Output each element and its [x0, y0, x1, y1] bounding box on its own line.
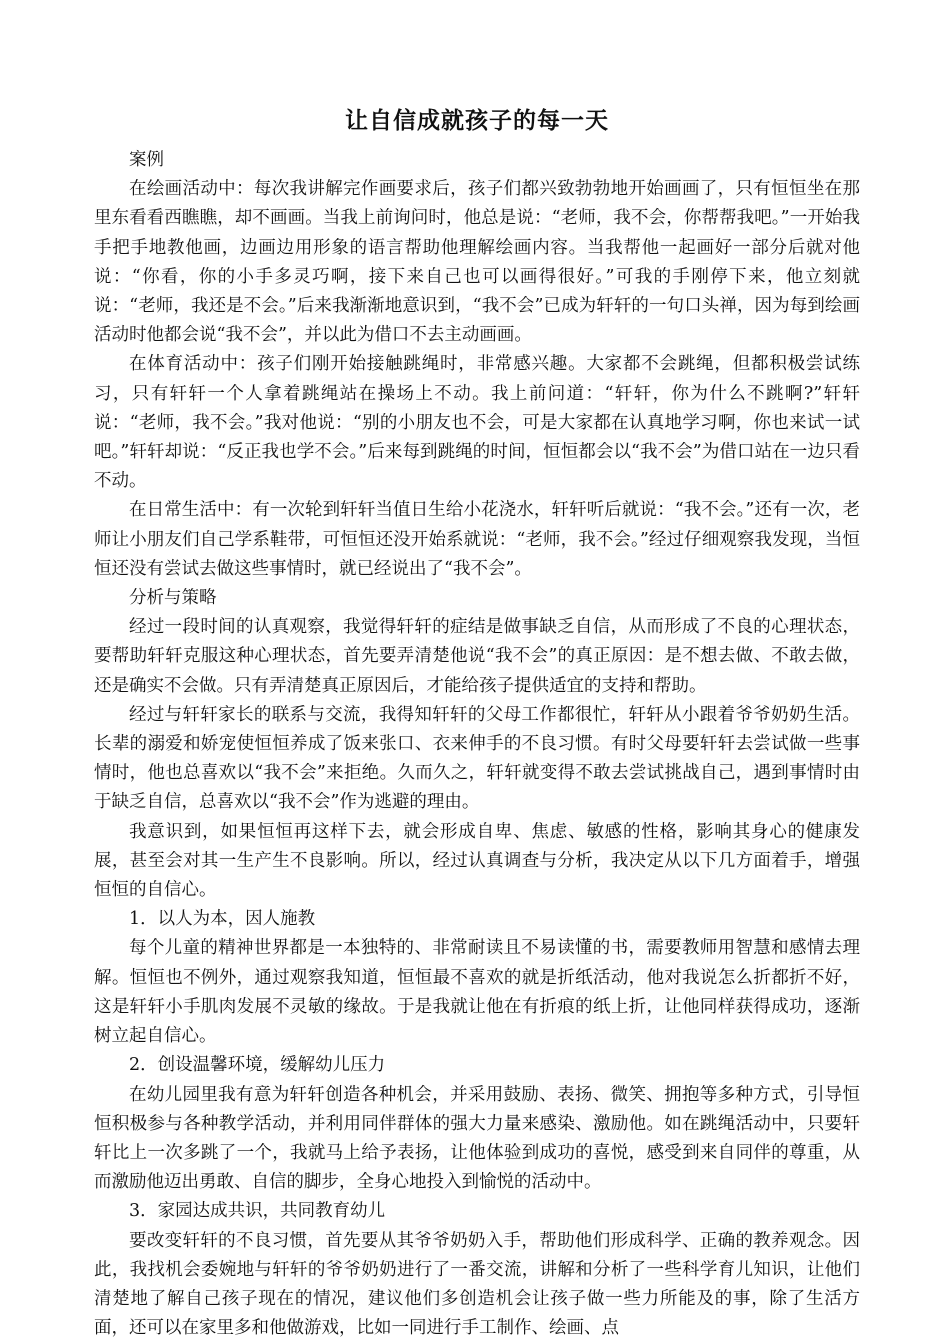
- paragraph-daily-life: 在日常生活中：有一次轮到轩轩当值日生给小花浇水，轩轩听后就说：“我不会。”还有一次，老师让小朋友们自己学系鞋带，可恒恒还没开始系就说：“老师，我不会。”经过仔细观察我发现，当恒恒还没有尝试去做这些事情时，就已经说出了“我不会”。: [94, 500, 860, 579]
- paragraph-strategy-1: 每个儿童的精神世界都是一本独特的、非常耐读且不易读懂的书，需要教师用智慧和感情去理解。恒恒也不例外，通过观察我知道，恒恒最不喜欢的就是折纸活动，他对我说怎么折都折不好，这是轩轩小手肌肉发展不灵敏的缘故。于是我就让他在有折痕的纸上折，让他同样获得成功，逐渐树立起自信心。: [94, 938, 860, 1047]
- strategy-heading-2: 2．创设温馨环境，缓解幼儿压力: [129, 1055, 386, 1076]
- paragraph-realization: 我意识到，如果恒恒再这样下去，就会形成自卑、焦虑、敏感的性格，影响其身心的健康发展，甚至会对其一生产生不良影响。所以，经过认真调查与分析，我决定从以下几方面着手，增强恒恒的自信心。: [94, 821, 860, 901]
- paragraph-observation: 经过一段时间的认真观察，我觉得轩轩的症结是做事缺乏自信，从而形成了不良的心理状态，要帮助轩轩克服这种心理状态，首先要弄清楚他说“我不会”的真正原因：是不想去做、不敢去做，还是确实不会做。只有弄清楚真正原因后，才能给孩子提供适宜的支持和帮助。: [94, 617, 860, 696]
- strategy-heading-1: 1．以人为本，因人施教: [129, 909, 316, 930]
- strategy-heading-3: 3．家园达成共识，共同教育幼儿: [129, 1201, 386, 1222]
- paragraph-sports-activity: 在体育活动中：孩子们刚开始接触跳绳时，非常感兴趣。大家都不会跳绳，但都积极尝试练习，只有轩轩一个人拿着跳绳站在操场上不动。我上前问道：“轩轩，你为什么不跳啊?”轩轩说：“老师，我不会。”我对他说：“别的小朋友也不会，可是大家都在认真地学习啊，你也来试一试吧。”轩轩却说：“反正我也学不会。”后来每到跳绳的时间，恒恒都会以“我不会”为借口站在一边只看不动。: [94, 354, 860, 492]
- paragraph-strategy-3: 要改变轩轩的不良习惯，首先要从其爷爷奶奶入手，帮助他们形成科学、正确的教养观念。因此，我找机会委婉地与轩轩的爷爷奶奶进行了一番交流，讲解和分析了一些科学育儿知识，让他们清楚地了解自己孩子现在的情况，建议他们多创造机会让孩子做一些力所能及的事，除了生活方面，还可以在家里多和他做游戏，比如一同进行手工制作、绘画、点: [94, 1230, 860, 1339]
- document-page: [94, 106, 860, 1343]
- paragraph-drawing-activity: 在绘画活动中：每次我讲解完作画要求后，孩子们都兴致勃勃地开始画画了，只有恒恒坐在那里东看看西瞧瞧，却不画画。当我上前询问时，他总是说：“老师，我不会，你帮帮我吧。”一开始我手把手地教他画，边画边用形象的语言帮助他理解绘画内容。当我帮他一起画好一部分后就对他说：“你看，你的小手多灵巧啊，接下来自己也可以画得很好。”可我的手刚停下来，他立刻就说：“老师，我还是不会。”后来我渐渐地意识到，“我不会”已成为轩轩的一句口头禅，因为每到绘画活动时他都会说“我不会”，并以此为借口不去主动画画。: [94, 179, 860, 346]
- paragraph-strategy-2: 在幼儿园里我有意为轩轩创造各种机会，并采用鼓励、表扬、微笑、拥抱等多种方式，引导恒恒积极参与各种教学活动，并利用同伴群体的强大力量来感染、激励他。如在跳绳活动中，只要轩轩比上一次多跳了一个，我就马上给予表扬，让他体验到成功的喜悦，感受到来自同伴的尊重，从而激励他迈出勇敢、自信的脚步，全身心地投入到愉悦的活动中。: [94, 1084, 860, 1193]
- paragraph-analysis-heading: 分析与策略: [129, 588, 217, 609]
- document-title: 让自信成就孩子的每一天: [345, 108, 609, 134]
- paragraph-case-heading: 案例: [129, 150, 164, 170]
- paragraph-family-background: 经过与轩轩家长的联系与交流，我得知轩轩的父母工作都很忙，轩轩从小跟着爷爷奶奶生活。长辈的溺爱和娇宠使恒恒养成了饭来张口、衣来伸手的不良习惯。有时父母要轩轩去尝试做一些事情时，他也总喜欢以“我不会”来拒绝。久而久之，轩轩就变得不敢去尝试挑战自己，遇到事情时由于缺乏自信，总喜欢以“我不会”作为逃避的理由。: [94, 704, 860, 813]
